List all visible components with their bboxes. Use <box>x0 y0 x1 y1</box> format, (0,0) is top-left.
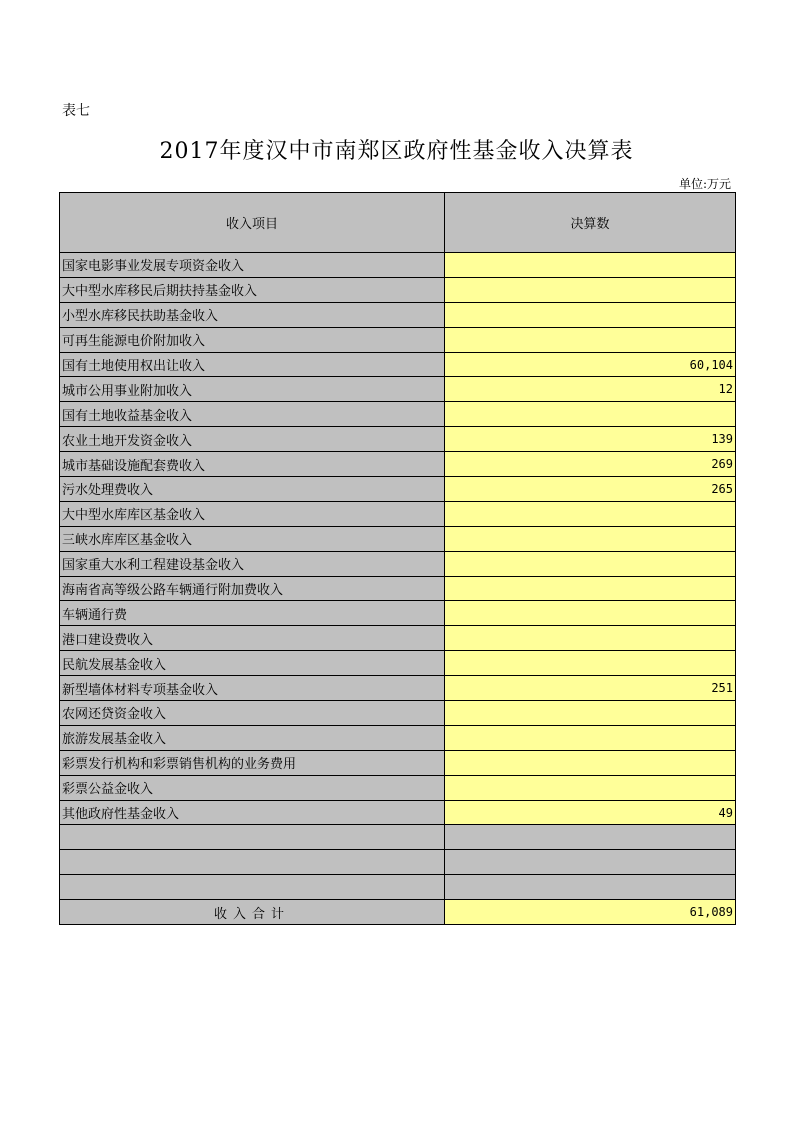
row-item: 大中型水库库区基金收入 <box>60 501 445 526</box>
row-item: 民航发展基金收入 <box>60 651 445 676</box>
row-item: 国家电影事业发展专项资金收入 <box>60 253 445 278</box>
row-amount <box>445 576 736 601</box>
table-row <box>60 452 736 477</box>
blank-row <box>60 875 736 900</box>
row-item: 农业土地开发资金收入 <box>60 427 445 452</box>
table-row <box>60 501 736 526</box>
table-row <box>60 327 736 352</box>
row-item: 城市公用事业附加收入 <box>60 377 445 402</box>
row-amount <box>445 302 736 327</box>
row-item: 国有土地收益基金收入 <box>60 402 445 427</box>
row-amount: 60,104 <box>445 352 736 377</box>
row-amount <box>445 277 736 302</box>
table-row <box>60 626 736 651</box>
row-item: 新型墙体材料专项基金收入 <box>60 676 445 701</box>
row-amount: 12 <box>445 377 736 402</box>
table-row <box>60 402 736 427</box>
header-item: 收入项目 <box>60 193 445 253</box>
row-item: 车辆通行费 <box>60 601 445 626</box>
row-amount <box>445 725 736 750</box>
table-row <box>60 676 736 701</box>
row-item: 可再生能源电价附加收入 <box>60 327 445 352</box>
row-item: 国家重大水利工程建设基金收入 <box>60 551 445 576</box>
row-item: 海南省高等级公路车辆通行附加费收入 <box>60 576 445 601</box>
row-amount <box>445 701 736 726</box>
row-item: 三峡水库库区基金收入 <box>60 526 445 551</box>
table-row <box>60 477 736 502</box>
row-amount <box>445 327 736 352</box>
row-item: 小型水库移民扶助基金收入 <box>60 302 445 327</box>
row-amount: 269 <box>445 452 736 477</box>
row-item: 港口建设费收入 <box>60 626 445 651</box>
row-amount <box>445 253 736 278</box>
row-amount: 139 <box>445 427 736 452</box>
table-row <box>60 775 736 800</box>
table-row <box>60 551 736 576</box>
table-row <box>60 377 736 402</box>
row-item: 彩票公益金收入 <box>60 775 445 800</box>
row-amount: 251 <box>445 676 736 701</box>
table-row <box>60 526 736 551</box>
row-item: 国有土地使用权出让收入 <box>60 352 445 377</box>
header-amount: 决算数 <box>445 193 736 253</box>
row-item: 城市基础设施配套费收入 <box>60 452 445 477</box>
blank-cell <box>445 875 736 900</box>
row-item: 其他政府性基金收入 <box>60 800 445 825</box>
total-row <box>60 900 736 925</box>
row-amount <box>445 626 736 651</box>
table-row <box>60 427 736 452</box>
revenue-table <box>59 192 736 925</box>
row-amount: 265 <box>445 477 736 502</box>
table-row <box>60 253 736 278</box>
table-number: 表七 <box>62 103 90 119</box>
table-row <box>60 576 736 601</box>
row-amount <box>445 601 736 626</box>
row-amount <box>445 651 736 676</box>
table-row <box>60 277 736 302</box>
row-item: 大中型水库移民后期扶持基金收入 <box>60 277 445 302</box>
table-body <box>60 253 736 825</box>
table-row <box>60 750 736 775</box>
row-amount: 49 <box>445 800 736 825</box>
table-row <box>60 651 736 676</box>
blank-cell <box>60 825 445 850</box>
row-item: 污水处理费收入 <box>60 477 445 502</box>
row-amount <box>445 551 736 576</box>
table-row <box>60 800 736 825</box>
row-amount <box>445 526 736 551</box>
blank-row <box>60 850 736 875</box>
total-label: 收入合计 <box>60 900 445 925</box>
table-row <box>60 302 736 327</box>
page-title: 2017年度汉中市南郑区政府性基金收入决算表 <box>159 139 634 164</box>
row-amount <box>445 775 736 800</box>
table-row <box>60 701 736 726</box>
table-row <box>60 352 736 377</box>
row-amount <box>445 750 736 775</box>
row-amount <box>445 402 736 427</box>
unit-label: 单位:万元 <box>678 177 731 191</box>
row-item: 彩票发行机构和彩票销售机构的业务费用 <box>60 750 445 775</box>
row-amount <box>445 501 736 526</box>
table-row <box>60 601 736 626</box>
total-amount: 61,089 <box>445 900 736 925</box>
blank-cell <box>445 825 736 850</box>
header-row <box>60 193 736 253</box>
blank-cell <box>60 875 445 900</box>
blank-cell <box>445 850 736 875</box>
blank-row <box>60 825 736 850</box>
row-item: 旅游发展基金收入 <box>60 725 445 750</box>
row-item: 农网还贷资金收入 <box>60 701 445 726</box>
blank-cell <box>60 850 445 875</box>
table-row <box>60 725 736 750</box>
